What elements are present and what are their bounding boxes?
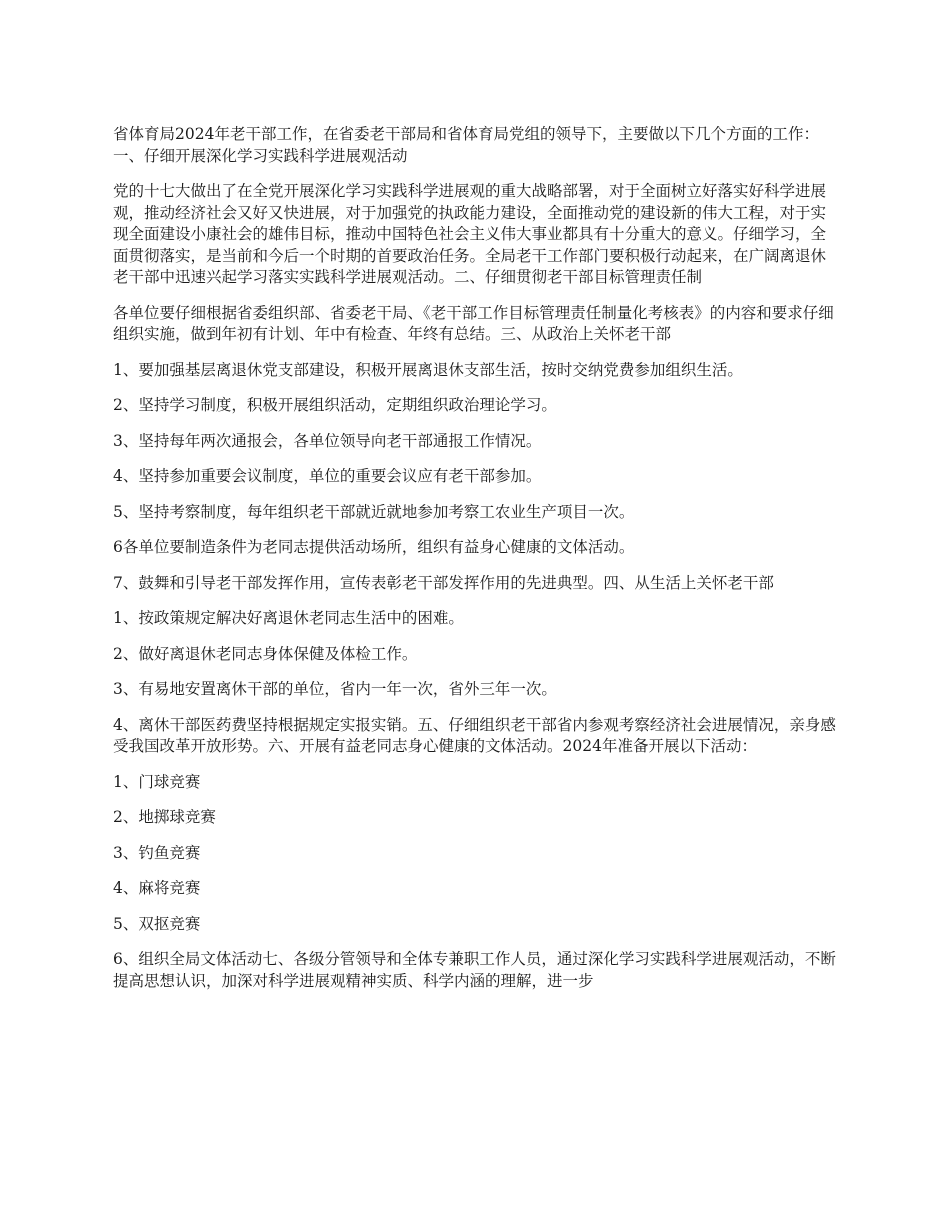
- paragraph-section-1: 党的十七大做出了在全党开展深化学习实践科学进展观的重大战略部署，对于全面树立好落实好科学进展观，推动经济社会又好又快进展，对于加强党的执政能力建设，全面推动党的建设新的伟大工程，对于实现全面建设小康社会的雄伟目标，推动中国特色社会主义伟大事业都具有十分重大的意义。仔细学习，全面贯彻落实，是当前和今后一个时期的首要政治任务。全局老干工作部门要积极行动起来，在广阔离退休老干部中迅速兴起学习落实实践科学进展观活动。二、仔细贯彻老干部目标管理责任制: [113, 182, 827, 286]
- list-item-life-1: 1、按政策规定解决好离退休老同志生活中的困难。: [113, 609, 464, 627]
- list-item-political-7: 7、鼓舞和引导老干部发挥作用，宣传表彰老干部发挥作用的先进典型。四、从生活上关怀老干部: [113, 573, 774, 592]
- list-item-activity-2: 2、地掷球竞赛: [113, 808, 216, 826]
- list-item-life-3: 3、有易地安置离休干部的单位，省内一年一次，省外三年一次。: [113, 680, 557, 698]
- list-item-political-4: 4、坚持参加重要会议制度，单位的重要会议应有老干部参加。: [113, 467, 542, 485]
- list-item-activity-1: 1、门球竞赛: [113, 772, 201, 791]
- list-item-activity-3: 3、钓鱼竞赛: [113, 843, 201, 862]
- paragraph-section-2: 各单位要仔细根据省委组织部、省委老干局、《老干部工作目标管理责任制量化考核表》的内容和要求仔细组织实施，做到年初有计划、年中有检查、年终有总结。三、从政治上关怀老干部: [113, 303, 834, 343]
- list-item-activity-4: 4、麻将竞赛: [113, 879, 201, 897]
- list-item-life-2: 2、做好离退休老同志身体保健及体检工作。: [113, 644, 418, 663]
- list-item-life-4: 4、离休干部医药费坚持根据规定实报实销。五、仔细组织老干部省内参观考察经济社会进展情况，亲身感受我国改革开放形势。六、开展有益老同志身心健康的文体活动。2024年准备开展以下活动：: [113, 715, 836, 755]
- paragraph-intro: 省体育局2024年老干部工作，在省委老干部局和省体育局党组的领导下，主要做以下几个方面的工作：一、仔细开展深化学习实践科学进展观活动: [113, 125, 819, 165]
- list-item-political-1: 1、要加强基层离退休党支部建设，积极开展离退休支部生活，按时交纳党费参加组织生活。: [113, 360, 743, 379]
- list-item-political-2: 2、坚持学习制度，积极开展组织活动，定期组织政治理论学习。: [113, 396, 557, 414]
- list-item-activity-6: 6、组织全局文体活动七、各级分管领导和全体专兼职工作人员，通过深化学习实践科学进展观活动，不断提高思想认识，加深对科学进展观精神实质、科学内涵的理解，进一步: [113, 950, 836, 990]
- list-item-political-5: 5、坚持考察制度，每年组织老干部就近就地参加考察工农业生产项目一次。: [113, 502, 635, 521]
- list-item-activity-5: 5、双抠竞赛: [113, 914, 201, 933]
- list-item-political-6: 6各单位要制造条件为老同志提供活动场所，组织有益身心健康的文体活动。: [113, 538, 635, 556]
- document-body: [113, 124, 838, 1006]
- list-item-political-3: 3、坚持每年两次通报会，各单位领导向老干部通报工作情况。: [113, 431, 542, 450]
